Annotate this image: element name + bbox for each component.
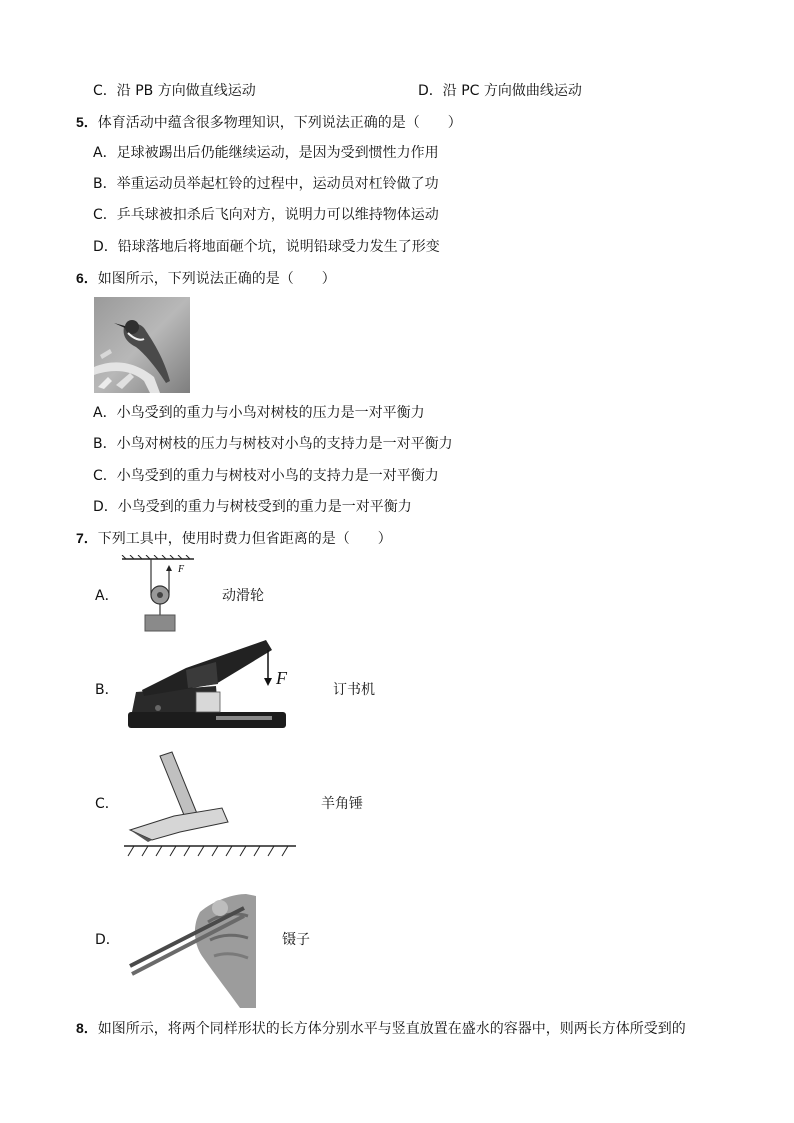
q7-text: 下列工具中，使用时费力但省距离的是（ ） [97, 531, 392, 547]
q7-option-d-letter: D． [95, 932, 120, 948]
q5-text: 体育活动中蕴含很多物理知识，下列说法正确的是（ ） [97, 115, 462, 131]
stapler-icon [126, 638, 298, 734]
q5-number: 5． [76, 114, 98, 130]
pulley-icon [118, 555, 198, 637]
q4-option-d: D．沿 PC 方向做曲线运动 [418, 83, 582, 99]
q6-option-a: A．小鸟受到的重力与小鸟对树枝的压力是一对平衡力 [93, 405, 425, 421]
q6-stem [76, 268, 336, 289]
q8-number: 8． [76, 1020, 98, 1036]
q8-text: 如图所示，将两个同样形状的长方体分别水平与竖直放置在盛水的容器中，则两长方体所受到的 [97, 1021, 686, 1037]
q7-option-c-name: 羊角锤 [321, 796, 363, 812]
q5-option-a: A．足球被踢出后仍能继续运动，是因为受到惯性力作用 [93, 145, 439, 161]
q7-option-d-name: 镊子 [282, 932, 310, 948]
q8-stem [76, 1018, 686, 1039]
q6-option-c: C．小鸟受到的重力与树枝对小鸟的支持力是一对平衡力 [93, 468, 439, 484]
pulley-force-label: F [178, 564, 185, 575]
q7-option-c-letter: C． [95, 796, 119, 812]
q6-text: 如图所示，下列说法正确的是（ ） [97, 271, 336, 287]
q7-option-a-name: 动滑轮 [222, 588, 264, 604]
q7-option-a-letter: A． [95, 588, 119, 604]
q6-option-d: D．小鸟受到的重力与树枝受到的重力是一对平衡力 [93, 499, 412, 515]
q4-option-c: C．沿 PB 方向做直线运动 [93, 83, 256, 99]
q6-option-b: B．小鸟对树枝的压力与树枝对小鸟的支持力是一对平衡力 [93, 436, 453, 452]
q7-number: 7． [76, 530, 98, 546]
q5-option-b: B．举重运动员举起杠铃的过程中，运动员对杠铃做了功 [93, 176, 439, 192]
q7-stem [76, 528, 392, 549]
tweezers-icon [124, 886, 260, 1008]
q7-option-b-name: 订书机 [333, 682, 375, 698]
claw-hammer-icon [122, 750, 298, 862]
q5-stem [76, 112, 462, 133]
q7-option-b-letter: B． [95, 682, 119, 698]
q6-number: 6． [76, 270, 98, 286]
stapler-force-label: F [276, 668, 287, 688]
q5-option-c: C．乒乓球被扣杀后飞向对方，说明力可以维持物体运动 [93, 207, 439, 223]
q5-option-d: D．铅球落地后将地面砸个坑，说明铅球受力发生了形变 [93, 239, 440, 255]
bird-on-branch-photo [94, 297, 190, 393]
